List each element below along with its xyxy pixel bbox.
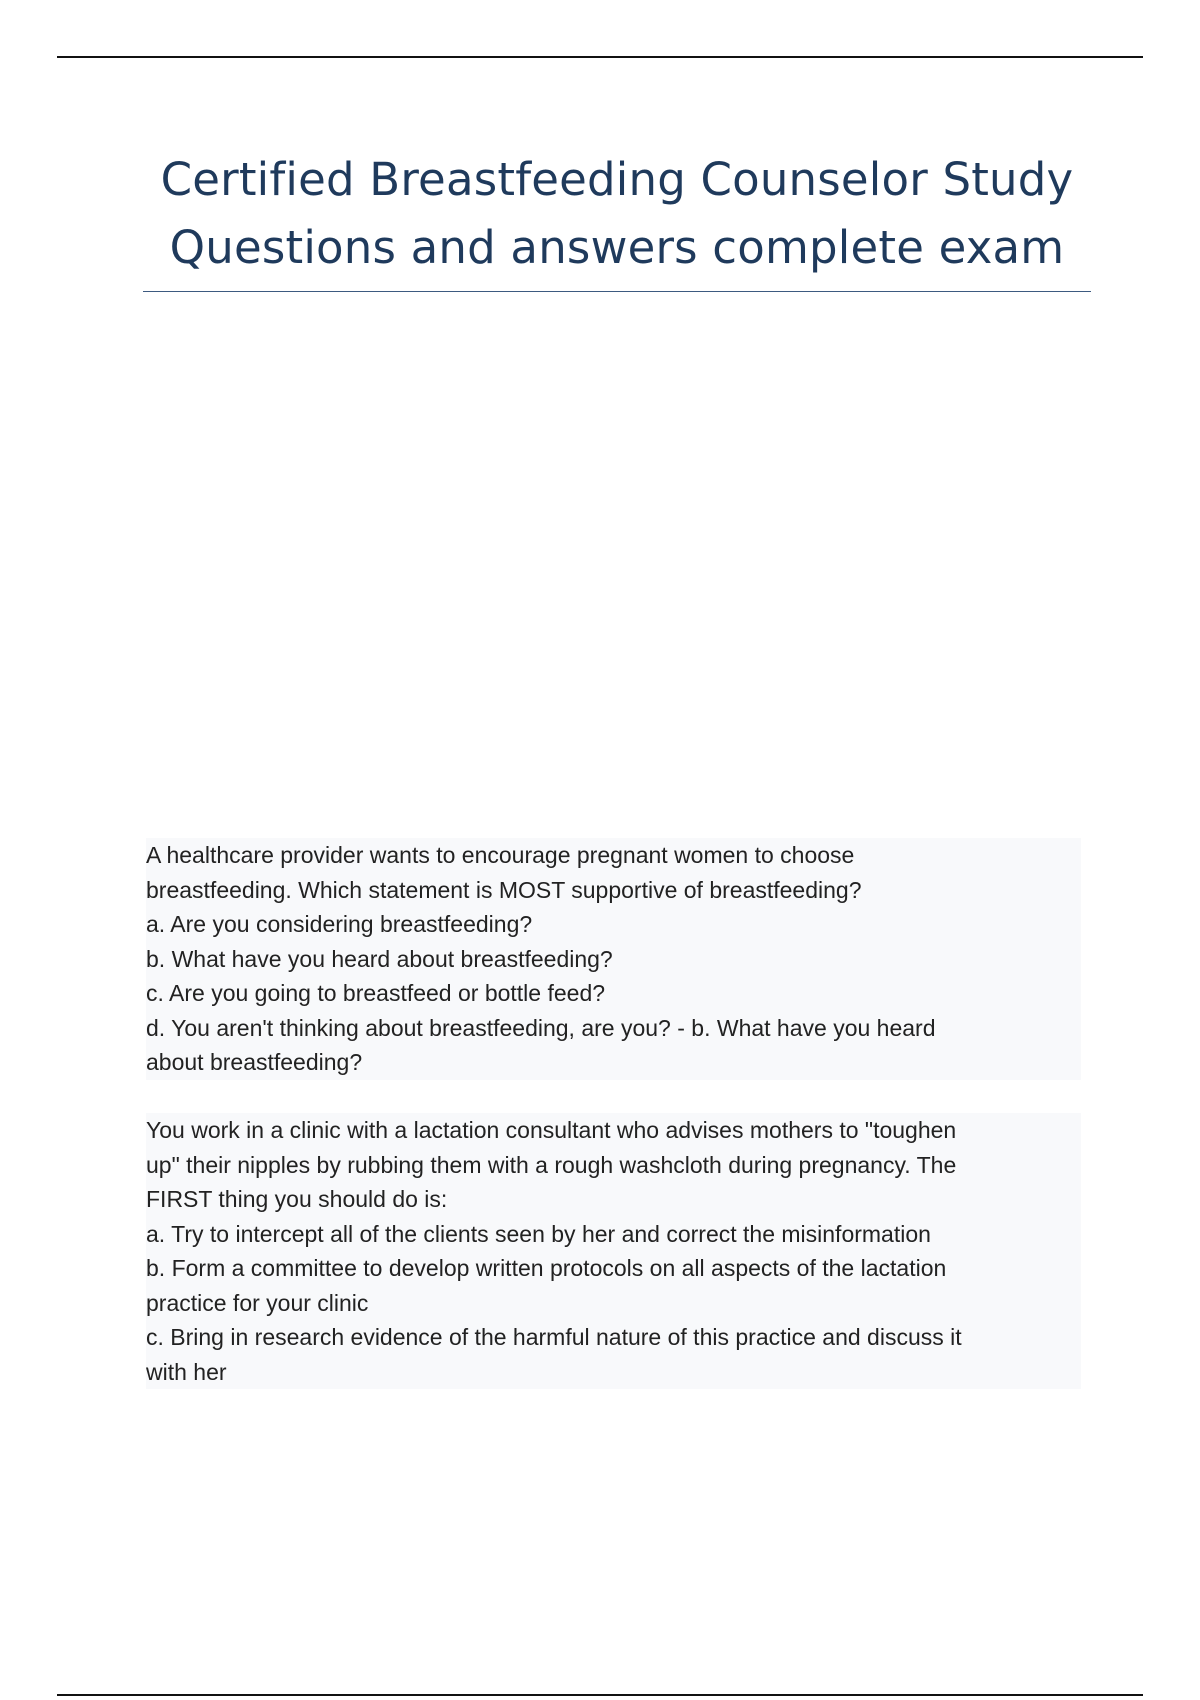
question-text-line: A healthcare provider wants to encourage pregnant women to choose — [146, 842, 855, 868]
answer-option-b-continued: practice for your clinic — [146, 1289, 369, 1316]
answer-option-c: c. Bring in research evidence of the harmful nature of this practice and discuss it — [146, 1324, 962, 1350]
question-block-1 — [146, 838, 1081, 1080]
answer-option-a: a. Are you considering breastfeeding? — [146, 911, 533, 937]
answer-option-d: d. You aren't thinking about breastfeeding, are you? - b. What have you heard — [146, 1014, 936, 1041]
answer-option-b: b. Form a committee to develop written protocols on all aspects of the lactation — [146, 1255, 947, 1281]
answer-option-a: a. Try to intercept all of the clients seen by her and correct the misinformation — [146, 1220, 931, 1247]
question-block-2 — [146, 1113, 1081, 1389]
page-bottom-rule — [57, 1694, 1143, 1696]
title-line: Questions and answers complete exam — [169, 221, 1065, 274]
question-text-line: breastfeeding. Which statement is MOST supportive of breastfeeding? — [146, 876, 862, 903]
title-line: Certified Breastfeeding Counselor Study — [160, 153, 1074, 206]
answer-option-c-continued: with her — [146, 1358, 227, 1385]
question-text-line: up" their nipples by rubbing them with a rough washcloth during pregnancy. The — [146, 1151, 957, 1178]
answer-option-c: c. Are you going to breastfeed or bottle feed? — [146, 980, 606, 1006]
question-text-line: You work in a clinic with a lactation consultant who advises mothers to "toughen — [146, 1117, 957, 1143]
title-underline — [143, 291, 1091, 292]
document-title — [143, 146, 1091, 282]
answer-key-line: about breastfeeding? — [146, 1049, 363, 1075]
question-text-line: FIRST thing you should do is: — [146, 1186, 448, 1212]
answer-option-b: b. What have you heard about breastfeeding? — [146, 945, 613, 972]
page-top-rule — [57, 56, 1143, 58]
